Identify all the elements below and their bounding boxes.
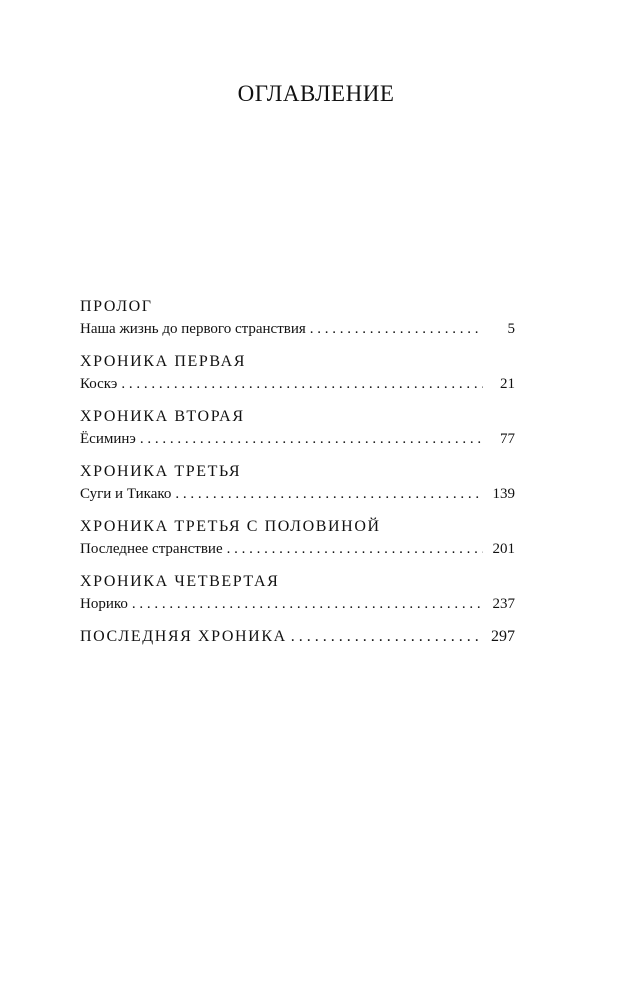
toc-entry-page-number: 77 xyxy=(500,431,515,447)
toc-entry-subtitle: Последнее странствие xyxy=(80,541,223,557)
toc-entry-chronicle-4 xyxy=(80,571,515,615)
toc-entry-heading: ПОСЛЕДНЯЯ ХРОНИКА xyxy=(80,628,287,645)
dot-leader xyxy=(291,626,483,648)
toc-entry-last-chronicle xyxy=(80,626,515,648)
dot-leader xyxy=(132,593,483,615)
toc-entry-page-number: 297 xyxy=(491,628,515,645)
toc-entry-chronicle-3-5 xyxy=(80,516,515,560)
toc-entry-page-number: 21 xyxy=(500,376,515,392)
toc-entry-page-number: 237 xyxy=(492,596,515,612)
toc-entry-line[interactable] xyxy=(80,483,515,505)
toc-entry-line[interactable] xyxy=(80,373,515,395)
toc-entry-subtitle: Суги и Тикако xyxy=(80,486,172,502)
dot-leader xyxy=(310,318,483,340)
toc-entry-subtitle: Наша жизнь до первого странствия xyxy=(80,321,306,337)
toc-entry-chronicle-2 xyxy=(80,406,515,450)
dot-leader xyxy=(175,483,483,505)
toc-entry-heading: ХРОНИКА ЧЕТВЕРТАЯ xyxy=(80,573,280,590)
table-of-contents xyxy=(80,296,515,659)
toc-entry-page-number: 5 xyxy=(507,321,515,337)
toc-entry-subtitle: Коскэ xyxy=(80,376,118,392)
toc-entry-chronicle-1 xyxy=(80,351,515,395)
toc-entry-prologue xyxy=(80,296,515,340)
toc-entry-line[interactable] xyxy=(80,626,515,648)
toc-entry-heading: ХРОНИКА ПЕРВАЯ xyxy=(80,353,247,370)
toc-entry-line[interactable] xyxy=(80,593,515,615)
toc-entry-page-number: 139 xyxy=(492,486,515,502)
toc-entry-line[interactable] xyxy=(80,318,515,340)
toc-entry-heading: ПРОЛОГ xyxy=(80,298,153,315)
toc-entry-chronicle-3 xyxy=(80,461,515,505)
dot-leader xyxy=(140,428,483,450)
page-title: ОГЛАВЛЕНИЕ xyxy=(237,81,395,106)
toc-entry-line[interactable] xyxy=(80,538,515,560)
toc-entry-page-number: 201 xyxy=(492,541,515,557)
dot-leader xyxy=(121,373,483,395)
toc-entry-subtitle: Ёсиминэ xyxy=(80,431,136,447)
toc-entry-heading: ХРОНИКА ВТОРАЯ xyxy=(80,408,245,425)
toc-entry-heading: ХРОНИКА ТРЕТЬЯ xyxy=(80,463,242,480)
toc-entry-subtitle: Норико xyxy=(80,596,128,612)
dot-leader xyxy=(227,538,483,560)
toc-entry-heading: ХРОНИКА ТРЕТЬЯ С ПОЛОВИНОЙ xyxy=(80,518,381,535)
toc-entry-line[interactable] xyxy=(80,428,515,450)
